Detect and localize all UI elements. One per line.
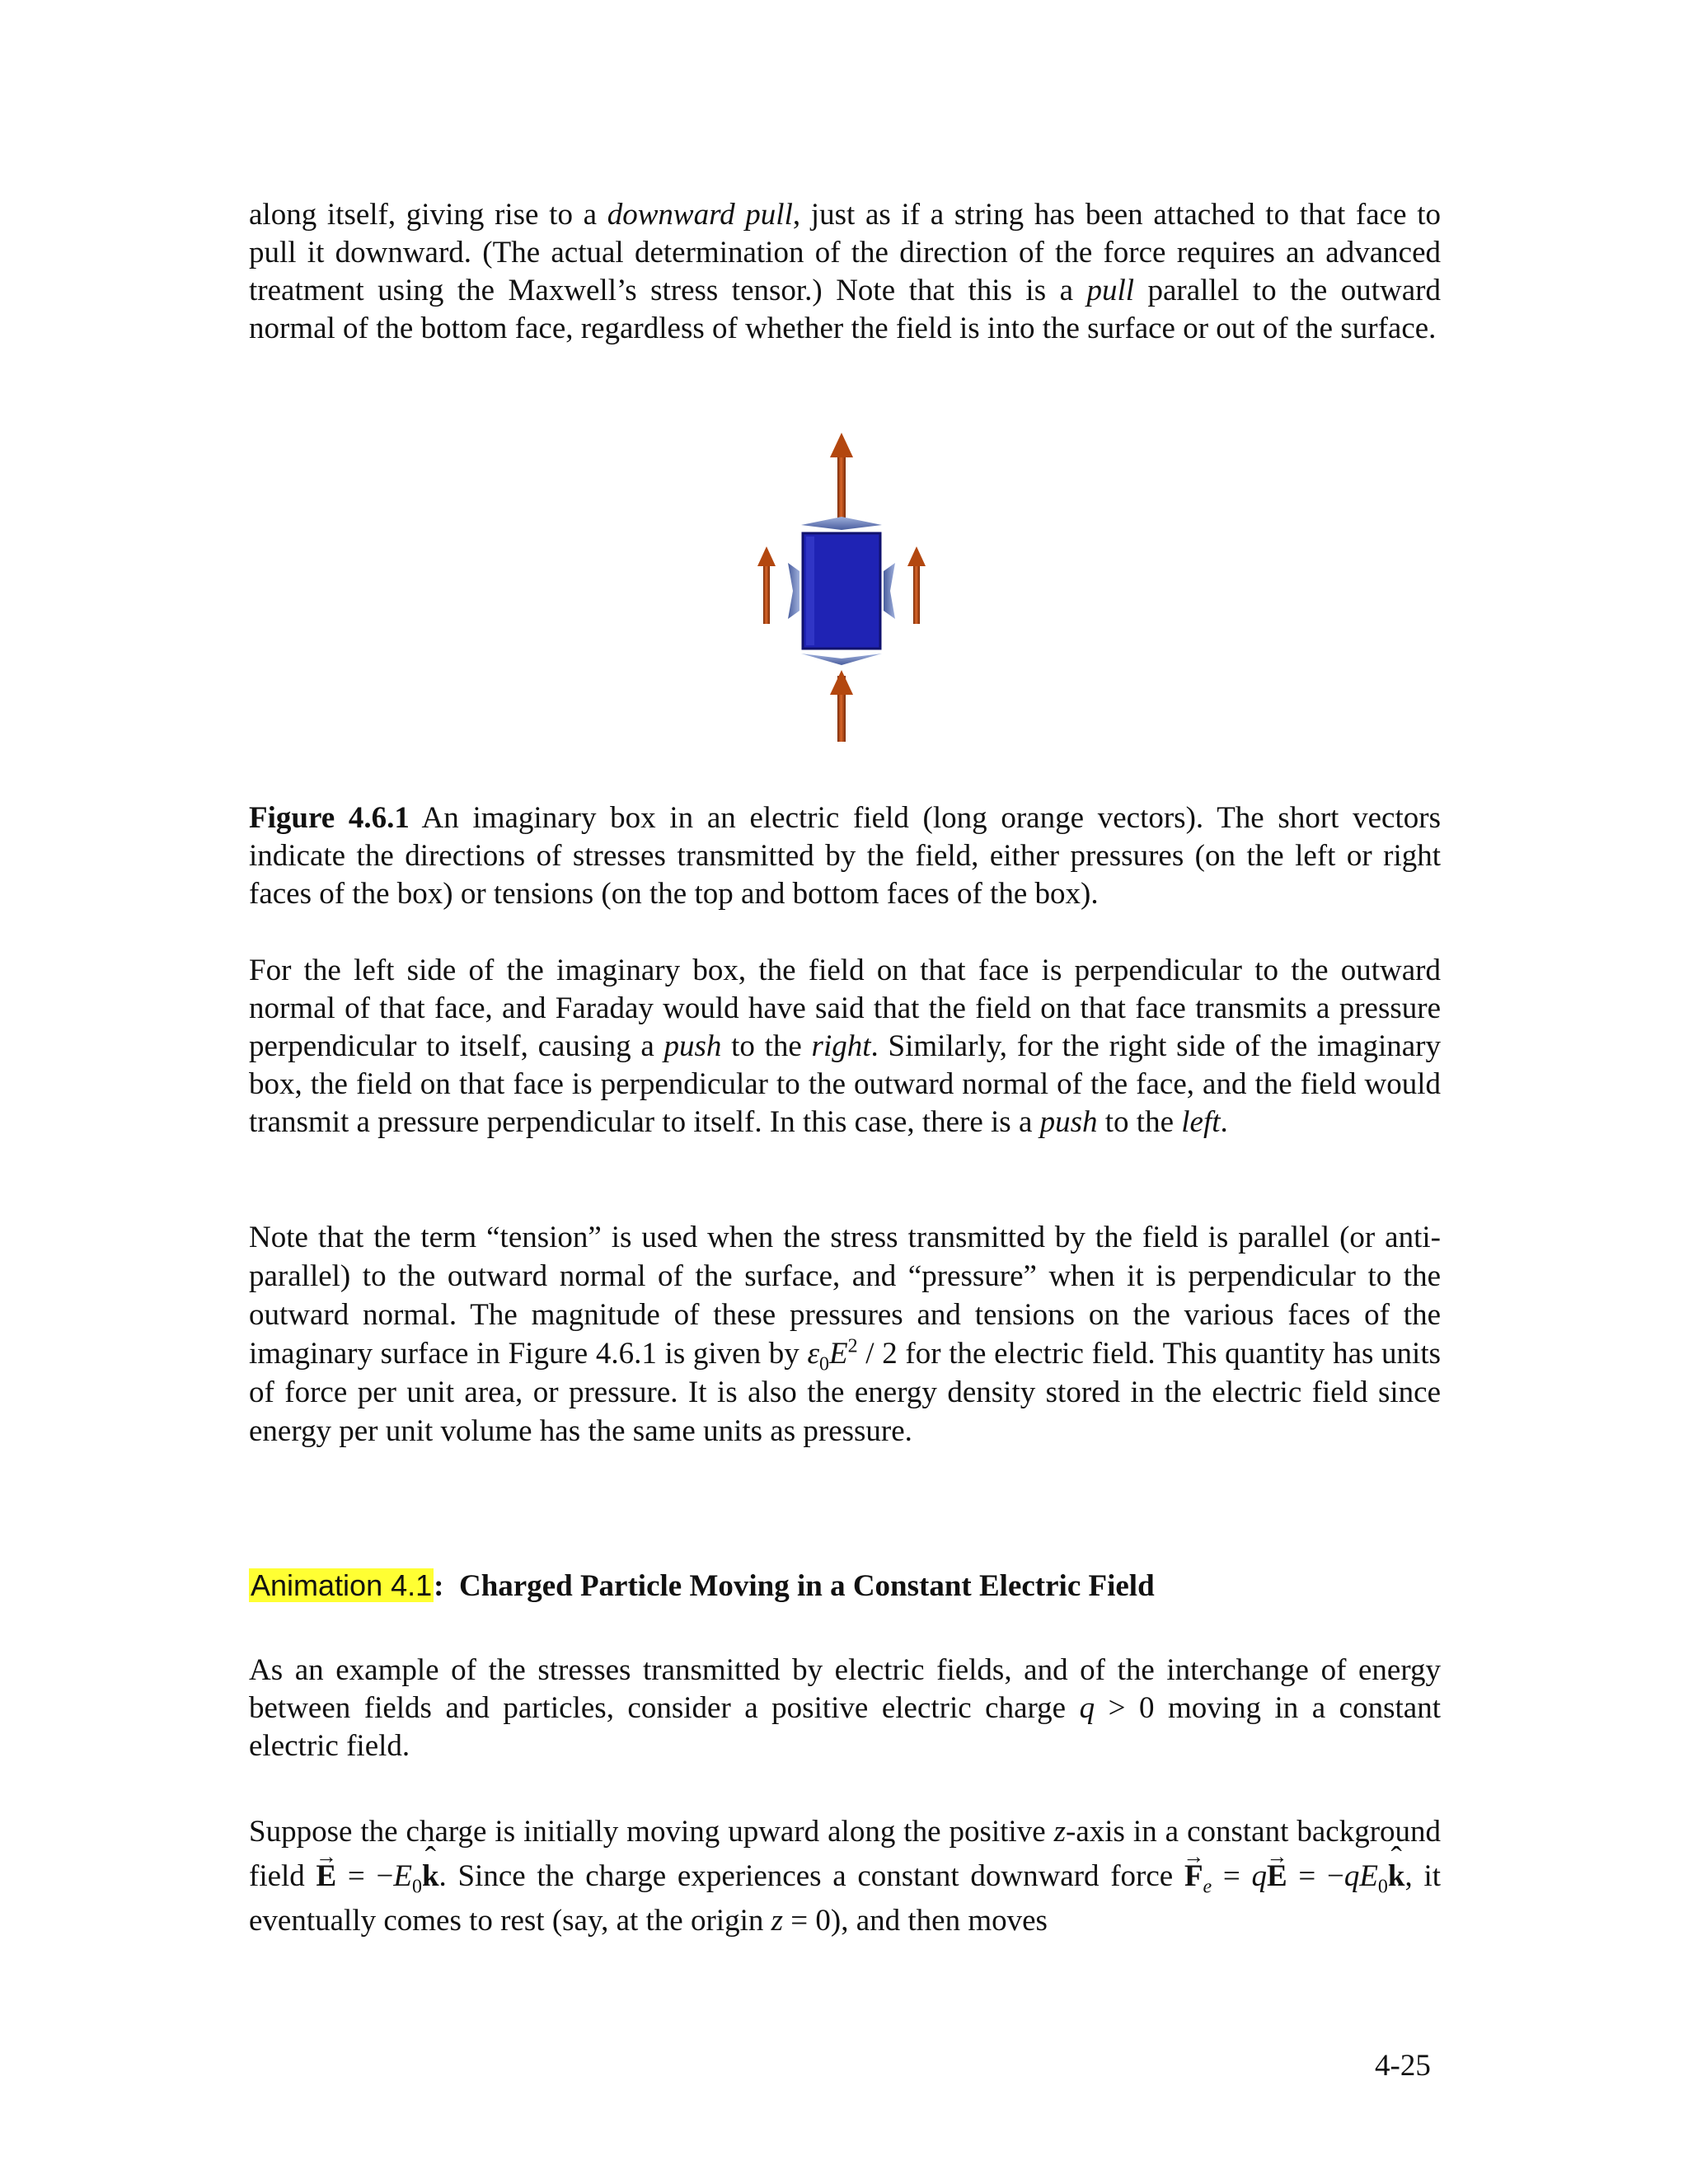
text-span: Note that the term “tension” is used when the stress transmitted by the field is parallel (or anti-parallel) to the outward normal of the surface, and “pressure” when it is perpendicular to the outward normal. The magnitude of these pressures and tensions on the various faces of the imaginary surface in Figure 4.6.1 is given by: [249, 1221, 1441, 1371]
emphasis: push: [663, 1029, 722, 1063]
field-arrow-right: [907, 546, 926, 624]
text-span: As an example of the stresses transmitted by electric fields, and of the interchange of energy between fields and particles, consider a positive electric charge: [249, 1653, 1441, 1725]
energy-density-formula: $\varepsilon_0E^2 / 2$: [807, 1335, 898, 1376]
imaginary-box: [803, 533, 880, 649]
animation-heading: [249, 1566, 1155, 1606]
figure-caption: [249, 799, 1441, 913]
text-span: to the: [1097, 1105, 1182, 1139]
stress-arrow-left: [788, 563, 799, 619]
animation-link[interactable]: Animation 4.1: [251, 1568, 433, 1602]
animation-title: Charged Particle Moving in a Constant Electric Field: [458, 1569, 1155, 1603]
field-arrow-bottom: [830, 670, 853, 742]
emphasis: left: [1181, 1105, 1221, 1139]
field-arrow-left: [757, 546, 776, 624]
stress-arrow-right: [884, 563, 895, 619]
caption-text: An imaginary box in an electric field (long orange vectors). The short vectors indicate the directions of stresses transmitted by the field, either pressures (on the left or right faces of the box) or tensions (on the top and bottom faces of the box).: [249, 801, 1441, 911]
paragraph-4: [249, 1652, 1441, 1765]
paragraph-3: [249, 1218, 1441, 1451]
text-span: . Similarly, for the right side of the imaginary box, the field on that face is perpendicular to the outward normal of the face, and the field would transmit a pressure perpendicular to itself. In this case, there is a: [249, 1029, 1441, 1139]
text-span: , it eventually comes to rest (say, at the origin: [249, 1859, 1442, 1938]
stress-arrow-top: [801, 517, 882, 530]
text-span: For the left side of the imaginary box, the field on that face is perpendicular to the outward normal of that face, and Faraday would have said that the field on that face transmits a pressure perpendicular to itself, causing a: [249, 954, 1441, 1063]
stress-arrow-bottom: [801, 654, 882, 665]
text-span: .: [1220, 1105, 1228, 1139]
field-formula: → $E = -E_0ˆ$ k: [316, 1859, 439, 1893]
text-span: . Since the charge experiences a constant downward force: [438, 1859, 1184, 1893]
paragraph-1: [249, 196, 1441, 348]
emphasis: z: [771, 1904, 784, 1938]
text-span: to the: [721, 1029, 812, 1063]
emphasis: z: [1053, 1815, 1067, 1849]
heading-colon: :: [434, 1569, 444, 1603]
text-span: parallel to the outward normal of the bottom face, regardless of whether the field is into the surface or out of the surface.: [249, 274, 1441, 345]
text-span: , just as if a string has been attached to that face to pull it downward. (The actual determination of the direction of the force requires an advanced treatment using the Maxwell’s stress tensor.) Note that this is a: [249, 198, 1441, 307]
emphasis: pull: [1086, 274, 1135, 307]
text-span: moving in a constant electric field.: [249, 1691, 1441, 1763]
charge-condition: q > 0: [1079, 1691, 1155, 1725]
emphasis: downward pull: [607, 198, 793, 232]
text-span: -axis in a constant background field: [249, 1815, 1442, 1893]
paragraph-5: [249, 1810, 1441, 1943]
text-span: Suppose the charge is initially moving upward along the positive: [249, 1815, 1054, 1849]
figure-4-6-1-diagram: [742, 424, 948, 754]
emphasis: push: [1039, 1105, 1098, 1139]
force-formula: → $F_e = q\to E$ = $-qE_0ˆ$ k: [1184, 1859, 1405, 1893]
text-span: for the electric field. This quantity has units of force per unit area, or pressure. It is also the energy density stored in the electric field since energy per unit volume has the same units as pressure.: [249, 1337, 1442, 1448]
field-arrow-top: [830, 433, 853, 523]
page-number: 4-25: [1375, 2049, 1431, 2083]
emphasis: right: [811, 1029, 871, 1063]
paragraph-2: [249, 952, 1441, 1141]
text-span: along itself, giving rise to a: [249, 198, 607, 232]
text-span: = 0), and then moves: [783, 1904, 1048, 1938]
caption-label: Figure 4.6.1: [249, 801, 410, 835]
